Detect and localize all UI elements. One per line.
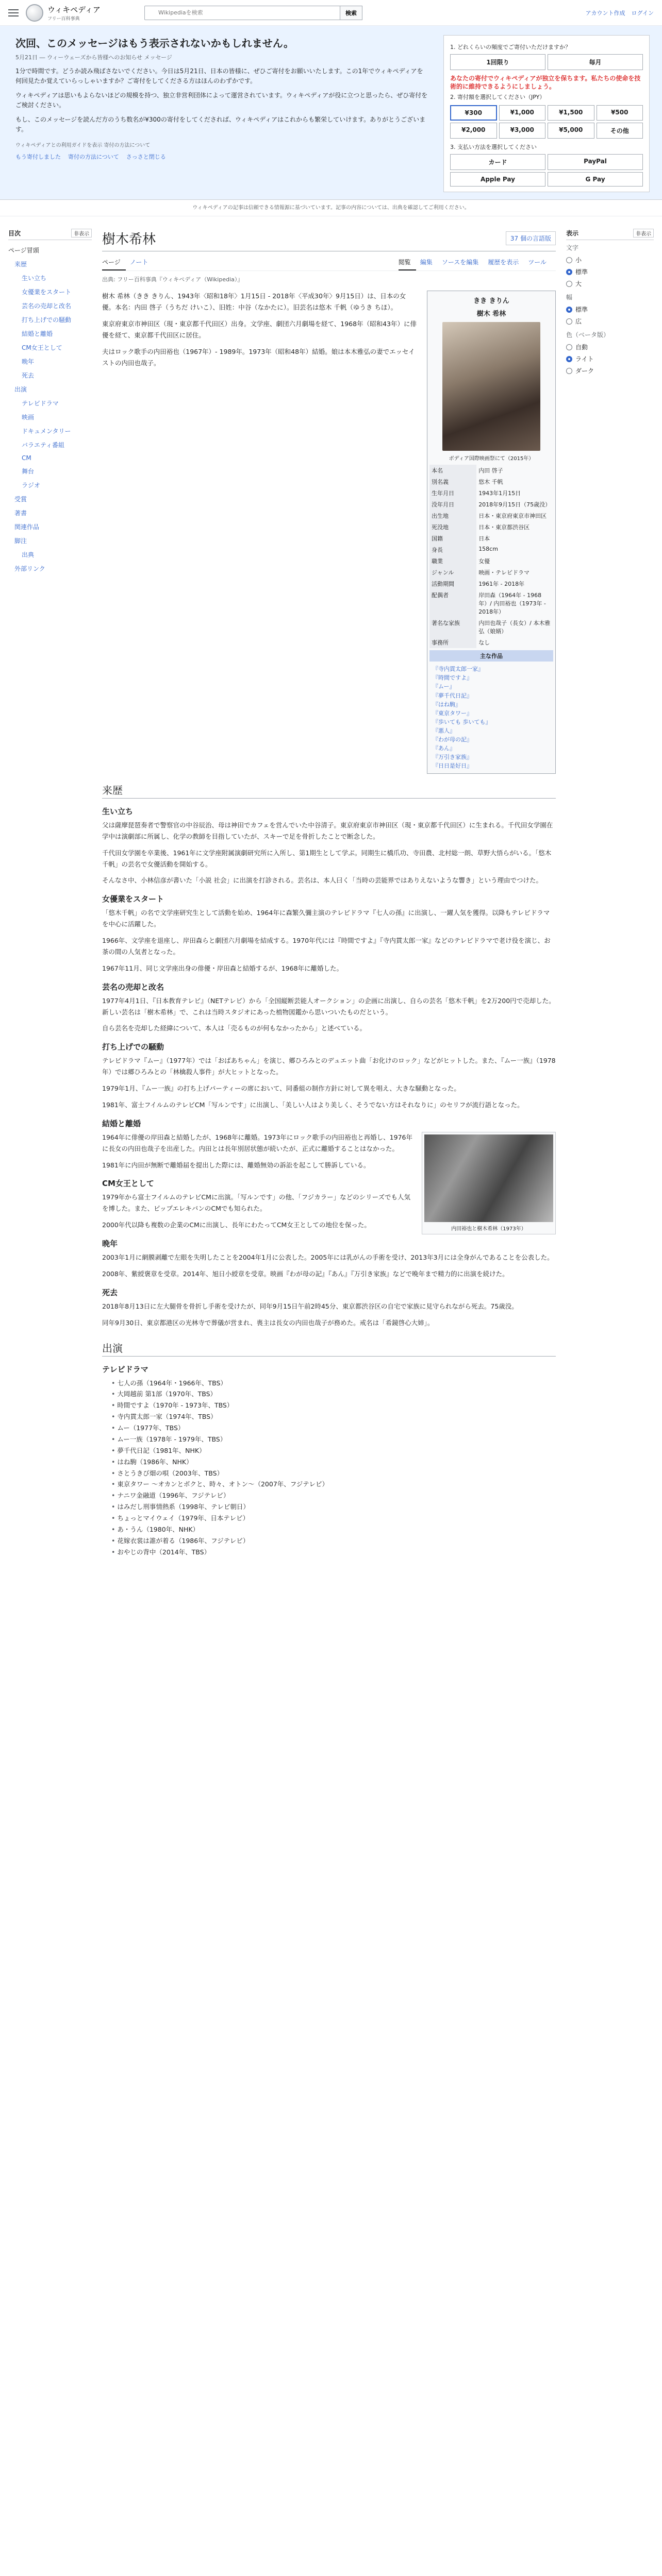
article-paragraph: 1981年に内田が無断で離婚届を提出した際には、離婚無効の訴訟を起こして勝訴している。 (102, 1161, 370, 1169)
tv-list-item[interactable]: • 時間ですよ（1970年 - 1973年、TBS） (111, 1400, 556, 1411)
toc-item[interactable]: CM女王として (22, 344, 62, 352)
subsection-heading: 芸名の売却と改名 (102, 982, 164, 992)
toc-item[interactable]: 受賞 (14, 496, 27, 503)
infobox-label: ジャンル (429, 567, 476, 578)
subsection-heading: 生い立ち (102, 806, 134, 816)
tagline: フリー百科事典 (47, 16, 80, 22)
infobox-value: 1961年 - 2018年 (478, 581, 525, 588)
infobox-row (429, 589, 553, 617)
infobox-work-link[interactable]: 『寺内貫太郎一家』 (433, 666, 484, 673)
search-input[interactable] (144, 6, 340, 20)
freq-monthly-button[interactable]: 毎月 (548, 54, 643, 70)
infobox-row (429, 521, 553, 533)
donation-form (443, 35, 650, 192)
tab-history[interactable]: 履歴を表示 (488, 259, 519, 266)
infobox-row (429, 578, 553, 589)
toc-item[interactable]: 芸名の売却と改名 (22, 302, 72, 310)
infobox-work-link[interactable]: 『時間ですよ』 (433, 674, 472, 682)
amount-option[interactable]: ¥1,500 (548, 105, 594, 121)
photo-figure (422, 1132, 556, 1234)
amount-question: 2. 寄付額を選択してください（JPY） (450, 94, 545, 101)
tv-list-item[interactable]: • ムー（1977年、TBS） (111, 1422, 556, 1434)
tab-tools[interactable]: ツール (528, 259, 547, 266)
tab-talk[interactable]: ノート (129, 259, 148, 266)
payment-question: 3. 支払い方法を選択してください (450, 144, 537, 151)
infobox-value: 日本 (478, 535, 490, 543)
infobox-row (429, 567, 553, 578)
text-size-small[interactable]: 小 (566, 254, 654, 266)
infobox-value: なし (478, 639, 490, 647)
portrait-image[interactable] (442, 322, 540, 451)
tv-list-item[interactable]: • ナニワ金融道（1996年、フジテレビ） (111, 1490, 556, 1501)
works-header: 主な作品 (429, 650, 553, 662)
menu-icon[interactable] (8, 9, 19, 16)
site-notice: ウィキペディアの記事は信頼できる情報源に基づいています。記事の内容については、出典を確認してご利用ください。 (0, 200, 662, 216)
subsection-heading: 晩年 (102, 1239, 118, 1249)
subsection-heading: 死去 (102, 1287, 118, 1297)
text-size-large[interactable]: 大 (566, 278, 654, 290)
subsection-heading: 結婚と離婚 (102, 1118, 141, 1128)
section-heading: 出演 (102, 1340, 556, 1357)
infobox-label: 配偶者 (429, 589, 476, 617)
article-paragraph: 父は薩摩琵琶奏者で警察官の中谷辰治、母は神田でカフェを営んでいた中谷清子。東京府東京市神田区（現・東京都千代田区）に生まれる。千代田女学園在学中は演劇部に所属し、化学の教師を目指していたが、スキーで足を骨折したことで断念した。 (102, 821, 553, 840)
globe-icon (26, 4, 43, 22)
banner-title: 次回、このメッセージはもう表示されないかもしれません。 (15, 37, 294, 49)
infobox-value: 1943年1月15日 (478, 490, 521, 497)
toc-item[interactable]: ラジオ (22, 482, 41, 489)
amount-option[interactable]: ¥300 (450, 105, 497, 121)
tv-list-item[interactable]: • 寺内貫太郎一家（1974年、TBS） (111, 1411, 556, 1422)
text-size-label: 文字 (566, 244, 579, 252)
width-wide[interactable]: 広 (566, 315, 654, 327)
infobox-work-link[interactable]: 『東京タワー』 (433, 709, 472, 717)
infobox-name-kana: きき きりん (473, 297, 509, 306)
tv-list-item[interactable]: • はね駒（1986年、NHK） (111, 1456, 556, 1468)
infobox-row (429, 637, 553, 648)
toc-hide-button[interactable]: 非表示 (71, 229, 92, 238)
toc-item[interactable]: 晩年 (22, 358, 35, 366)
create-account-link[interactable]: アカウント作成 (585, 9, 625, 16)
amount-option[interactable]: ¥1,000 (499, 105, 546, 121)
tv-list-item[interactable]: • 東京タワー 〜オカンとボクと、時々、オトン〜（2007年、フジテレビ） (111, 1479, 556, 1490)
toc-item[interactable]: 来歴 (14, 261, 27, 268)
infobox-row (429, 555, 553, 567)
tv-list-item[interactable]: • 七人の孫（1964年・1966年、TBS） (111, 1378, 556, 1389)
infobox-label: 著名な家族 (429, 617, 476, 637)
infobox-label: 事務所 (429, 637, 476, 648)
lead-paragraph: 夫はロック歌手の内田裕也（1967年）- 1989年。1973年（昭和48年）結婚。娘は本木雅弘の妻でエッセイストの内田也哉子。 (102, 347, 415, 367)
article (92, 216, 566, 1557)
banner-meta[interactable]: ウィキペディアとの利用ガイドを表示 寄付の方法について (15, 142, 151, 148)
infobox-value: 内田 啓子 (478, 467, 503, 474)
subsection-heading: テレビドラマ (102, 1364, 148, 1374)
width-label: 幅 (566, 294, 573, 301)
tv-list-item[interactable]: • あ・うん（1980年、NHK） (111, 1524, 556, 1535)
toc-item[interactable]: ページ冒頭 (8, 247, 39, 255)
page-title: 樹木希林 (102, 232, 156, 248)
lead-paragraph: 東京府東京市神田区（現・東京都千代田区）出身。文学座、劇団六月劇場を経て、1968年（昭和43年）に俳優を経て、東京都千代田区に居住。 (102, 320, 417, 339)
couple-photo[interactable] (424, 1134, 553, 1222)
login-link[interactable]: ログイン (631, 9, 654, 16)
amount-option[interactable]: その他 (597, 123, 643, 139)
tab-page[interactable]: ページ (102, 255, 126, 270)
wikipedia-logo[interactable] (26, 4, 139, 22)
infobox-work-link[interactable]: 『万引き家族』 (433, 753, 472, 760)
toc-item[interactable]: 打ち上げでの騒動 (22, 316, 72, 324)
tv-list-item[interactable]: • ちょっとマイウェイ（1979年、日本テレビ） (111, 1513, 556, 1524)
subsection-heading: CM女王として (102, 1179, 154, 1189)
article-paragraph: そんなさ中、小林信彦が書いた「小説 社会」に出演を打診される。芸名は、本人曰く「当時の芸能界ではありえないような響き」という理由でつけた。 (102, 876, 542, 885)
article-paragraph: 1966年、文学座を退座し、岸田森らと劇団六月劇場を結成する。1970年代には『時間ですよ』『寺内貫太郎一家』などのテレビドラマで老け役を演じ、お茶の間の人気者となった。 (102, 937, 551, 956)
toc-item[interactable]: 結婚と離婚 (22, 330, 53, 338)
text-size-standard[interactable]: 標準 (566, 266, 654, 278)
figure-caption: 内田裕也と樹木希林（1973年） (451, 1226, 526, 1232)
toc-item[interactable]: 生い立ち (22, 275, 47, 282)
search-button[interactable]: 検索 (340, 6, 362, 20)
top-bar (0, 0, 662, 26)
tab-edit-source[interactable]: ソースを編集 (441, 259, 479, 266)
subsection-heading: 打ち上げでの騒動 (102, 1042, 164, 1052)
infobox-label: 本名 (429, 465, 476, 476)
tv-list-item[interactable]: • はみだし刑事情熱系（1998年、テレビ朝日） (111, 1501, 556, 1513)
infobox-value: 映画・テレビドラマ (478, 569, 529, 577)
pay-applepay-button[interactable]: Apple Pay (450, 172, 545, 187)
amount-option[interactable]: ¥500 (597, 105, 643, 121)
amount-option[interactable]: ¥5,000 (548, 123, 594, 139)
color-light[interactable]: ライト (566, 353, 654, 365)
toc-item[interactable]: 女優業をスタート (22, 289, 72, 296)
toc-item[interactable]: 映画 (22, 414, 35, 421)
infobox-work-link[interactable]: 『わが母の記』 (433, 736, 472, 743)
article-paragraph: 2000年代以降も複数の企業のCMに出演し、長年にわたってCM女王としての地位を保った。 (102, 1221, 371, 1229)
infobox-row (429, 617, 553, 637)
pay-paypal-button[interactable]: PayPal (548, 154, 643, 170)
tv-list-item[interactable]: • 花嫁衣裳は誰が着る（1986年、フジテレビ） (111, 1535, 556, 1547)
amount-option[interactable]: ¥2,000 (450, 123, 497, 139)
infobox-label: 身長 (429, 544, 476, 555)
toc-item[interactable]: ドキュメンタリー (22, 428, 71, 435)
infobox-value: 岸田森（1964年 - 1968年）/ 内田裕也（1973年 - 2018年） (478, 592, 546, 616)
toc-item[interactable]: テレビドラマ (22, 400, 59, 408)
infobox-label: 出生地 (429, 510, 476, 521)
width-standard[interactable]: 標準 (566, 303, 654, 315)
article-paragraph: 1964年に俳優の岸田森と結婚したが、1968年に離婚。1973年にロック歌手の内田裕也と再婚し、1976年に長女の内田也哉子を出産した。内田とは長年別居状態が続いたが、正式に離婚することはなかった。 (102, 1133, 412, 1153)
banner-paragraph: もし、このメッセージを読んだ方のうち数名が¥300の寄付をしてくだされば、ウィキペディアはこれからも繁栄していけます。ありがとうございます。 (15, 116, 426, 133)
tv-list-item[interactable]: • 夢千代日記（1981年、NHK） (111, 1445, 556, 1456)
infobox-work-link[interactable]: 『あん』 (433, 744, 455, 752)
article-paragraph: 千代田女学園を卒業後、1961年に文学座附属演劇研究所に入所し、第1期生として学ぶ。同期生に橋爪功、寺田農、北村総一朗、草野大悟らがいる。「悠木千帆」の芸名で女優活動を開始する。 (102, 849, 552, 868)
infobox-label: 死没地 (429, 521, 476, 533)
infobox-label: 職業 (429, 555, 476, 567)
infobox (427, 291, 556, 774)
infobox-value: 内田也哉子（長女）/ 本木雅弘（娘婿） (478, 620, 551, 635)
article-paragraph: テレビドラマ『ムー』（1977年）では「おばあちゃん」を演じ、郷ひろみとのデュエット曲「お化けのロック」などがヒットした。また、『ムー一族』（1978年）では郷ひろみとの「林檎殺人事件」が大ヒットとなった。 (102, 1057, 556, 1076)
infobox-row (429, 533, 553, 544)
user-links (586, 9, 654, 17)
banner-paragraph: 1分で時間です。どうか読み飛ばさないでください。今日は5月21日、日本の皆様に、ぜひご寄付をお願いいたします。この1年でウィキペディアを何回見たか覚えていらっしゃいますか？ご寄付をしてくださる方はほんのわずかです。 (15, 67, 423, 84)
article-paragraph: 2003年1月に網膜剥離で左眼を失明したことを2004年1月に公表した。2005年には乳がんの手術を受け、2013年3月には全身がんであることを公表した。 (102, 1253, 554, 1262)
infobox-label: 国籍 (429, 533, 476, 544)
infobox-label: 没年月日 (429, 499, 476, 510)
wordmark: ウィキペディア (47, 5, 101, 14)
toc-item[interactable]: 出演 (14, 386, 27, 394)
pay-gpay-button[interactable]: G Pay (548, 172, 643, 187)
infobox-value: 日本・東京府東京市神田区 (478, 513, 547, 520)
article-paragraph: 自ら芸名を売却した経緯について、本人は「売るものが何もなかったから」と述べている。 (102, 1024, 367, 1032)
toc-item[interactable]: 舞台 (22, 468, 35, 476)
toc-item[interactable]: 関連作品 (14, 523, 40, 531)
pay-card-button[interactable]: カード (450, 154, 545, 170)
infobox-work-link[interactable]: 『悪人』 (433, 727, 455, 734)
tv-list-item[interactable]: • ムー一族（1978年 - 1979年、TBS） (111, 1434, 556, 1445)
article-paragraph: 2008年、紫綬褒章を受章。2014年、旭日小綬章を受章。映画『わが母の記』『あん』『万引き家族』などで晩年まで精力的に出演を続けた。 (102, 1269, 509, 1278)
frequency-question: 1. どれくらいの頻度でご寄付いただけますか？ (450, 44, 571, 50)
infobox-label: 別名義 (429, 476, 476, 487)
article-paragraph: 同年9月30日、東京都港区の光林寺で葬儀が営まれ、喪主は長女の内田也哉子が務めた。戒名は「希鏡啓心大姉」。 (102, 1318, 434, 1327)
infobox-work-link[interactable]: 『歩いても 歩いても』 (433, 718, 491, 725)
color-dark[interactable]: ダーク (566, 365, 654, 377)
appearance-panel (566, 216, 654, 1557)
amount-option[interactable]: ¥3,000 (499, 123, 546, 139)
infobox-work-link[interactable]: 『夢千代日記』 (433, 692, 472, 699)
banner-red-text: あなたの寄付でウィキペディアが独立を保ちます。私たちの使命を技術的に維持できるようにしましょう。 (450, 75, 641, 91)
toc-title: 目次 (8, 230, 21, 238)
tab-read[interactable]: 閲覧 (399, 255, 416, 270)
photo-caption: ボディア国際映画祭にて（2015年） (449, 456, 534, 462)
article-paragraph: 2018年8月13日に左大腿骨を骨折し手術を受けたが、同年9月15日午前2時45分、東京都渋谷区の自宅で家族に見守られながら死去。75歳没。 (102, 1302, 518, 1310)
toc-item[interactable]: 著書 (14, 510, 27, 517)
infobox-value: 日本・東京都渋谷区 (478, 524, 530, 531)
infobox-work-link[interactable]: 『日日是好日』 (433, 762, 472, 769)
toc-item[interactable]: 脚注 (14, 537, 27, 545)
infobox-name: 樹木 希林 (476, 310, 506, 318)
toc-item[interactable]: 死去 (22, 372, 35, 380)
banner-paragraph: ウィキペディアは思いもよらないほどの規模を持つ、独立非営利団体によって運営されています。ウィキペディアが役に立つと思ったら、ぜひ寄付をご検討ください。 (15, 92, 428, 109)
infobox-row (429, 476, 553, 487)
freq-once-button[interactable]: 1回限り (450, 54, 545, 70)
infobox-row (429, 487, 553, 499)
banner-subtitle: 5月21日 ― ウィーウェーズから皆様へのお知らせ メッセージ (15, 54, 172, 61)
close-banner-link[interactable]: さっさと閉じる (126, 153, 166, 160)
infobox-row (429, 510, 553, 521)
tv-list-item[interactable]: • おやじの背中（2014年、TBS） (111, 1547, 556, 1558)
table-of-contents (8, 216, 92, 1557)
amount-grid (450, 105, 643, 139)
infobox-row (429, 499, 553, 510)
infobox-row (429, 544, 553, 555)
article-paragraph: 1967年11月、同じ文学座出身の俳優・岸田森と結婚するが、1968年に離婚した。 (102, 964, 343, 972)
appearance-title: 表示 (566, 230, 579, 238)
subsection-heading: 女優業をスタート (102, 894, 164, 904)
tv-list-item[interactable]: • さとうきび畑の唄（2003年、TBS） (111, 1468, 556, 1479)
article-paragraph: 1981年、富士フイルムのテレビCM「写ルンです」に出演し、「美しい人はより美しく、そうでない方はそれなりに」のセリフが流行語となった。 (102, 1100, 524, 1109)
article-paragraph: 「悠木千帆」の名で文学座研究生として活動を始め、1964年に森繁久彌主演のテレビドラマ『七人の孫』に出演し、一躍人気を獲得。以降もテレビドラマを中心に活躍した。 (102, 909, 550, 928)
infobox-value: 女優 (478, 558, 490, 565)
infobox-label: 活動期間 (429, 578, 476, 589)
lead-paragraph: 樹木 希林（きき きりん、1943年〈昭和18年〉1月15日 - 2018年〈平成30年〉9月15日）は、日本の女優。本名：内田 啓子（うちだ けいこ）、旧姓：中谷（なかたに）。旧芸名は悠木 千帆（ゆうき ちほ）。 (102, 292, 406, 312)
infobox-value: 悠木 千帆 (478, 479, 503, 486)
tv-list-item[interactable]: • 大岡越前 第1部（1970年、TBS） (111, 1388, 556, 1400)
already-donated-link[interactable]: もう寄付しました (15, 153, 61, 160)
donation-banner (0, 26, 662, 200)
language-button[interactable]: 37 個の言語版 (506, 231, 556, 245)
infobox-work-link[interactable]: 『ムー』 (433, 683, 455, 690)
infobox-value: 2018年9月15日（75歳没） (478, 501, 551, 509)
toc-item[interactable]: 外部リンク (14, 565, 45, 573)
page-tabs (102, 255, 556, 271)
section-heading: 来歴 (102, 782, 556, 799)
color-label: 色（ベータ版） (566, 331, 610, 339)
article-paragraph: 1979年1月、『ムー一族』の打ち上げパーティーの席において、同番組の制作方針に対して異を唱え、大きな騒動となった。 (102, 1084, 460, 1093)
article-paragraph: 1979年から富士フイルムのテレビCMに出演。「写ルンです」の他、「フジカラー」などのシリーズでも人気を博した。また、ピップエレキバンのCMでも知られた。 (102, 1193, 411, 1213)
infobox-value: 158cm (478, 546, 498, 553)
search-box (144, 6, 362, 20)
toc-item[interactable]: バラエティ番組 (22, 442, 65, 449)
article-source: 出典: フリー百科事典『ウィキペディア（Wikipedia）』 (102, 276, 243, 283)
toc-item[interactable]: 出典 (22, 551, 35, 559)
how-to-donate-link[interactable]: 寄付の方法について (68, 153, 119, 160)
infobox-work-link[interactable]: 『はね駒』 (433, 701, 461, 708)
infobox-row (429, 465, 553, 476)
toc-item[interactable]: CM (22, 454, 31, 462)
color-auto[interactable]: 自動 (566, 341, 654, 353)
tab-edit[interactable]: 編集 (420, 259, 433, 266)
appearance-hide-button[interactable]: 非表示 (633, 229, 654, 238)
article-paragraph: 1977年4月1日、『日本教育テレビ』（NETテレビ）から「全国縦断芸能人オークション」の企画に出演し、自らの芸名「悠木千帆」を2万200円で売却した。新しい芸名は「樹木希林」で、これは当時スタジオにあった植物図鑑から思いついたものだという。 (102, 996, 555, 1016)
infobox-label: 生年月日 (429, 487, 476, 499)
